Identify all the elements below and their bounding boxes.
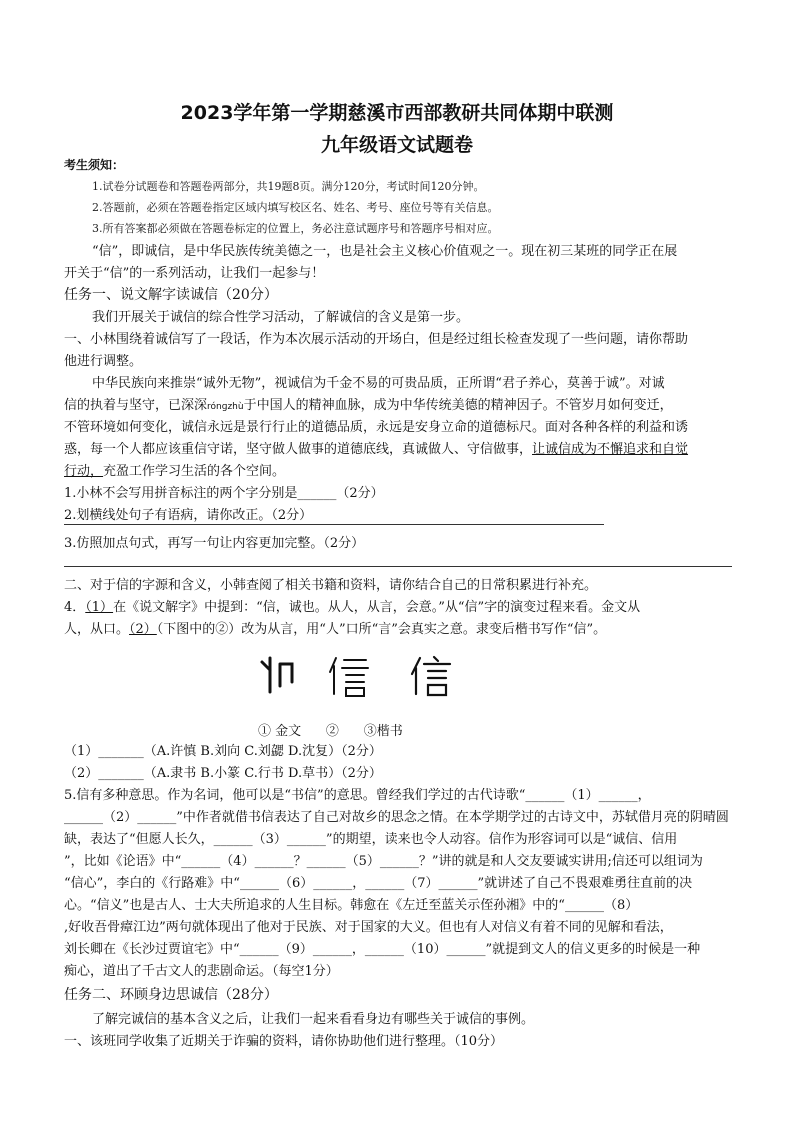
passage-line bbox=[64, 394, 673, 413]
option-line: （2）_______（A.隶书 B.小篆 C.行书 D.草书）（2分） bbox=[64, 766, 382, 781]
sub-question: 1.小林不会写用拼音标注的两个字分别是______（2分） bbox=[64, 486, 384, 501]
passage-text: 于中国人的精神血脉，成为中华传统美德的精神因子。不管岁月如何变迁， bbox=[243, 398, 673, 413]
character-evolution-figure bbox=[258, 652, 458, 700]
q5-line: 缺，表达了“但愿人长久，______（3）______”的期望，读来也令人动容。信作为形容词可以是“诚信、信用 bbox=[64, 832, 678, 847]
notice-item: 3.所有答案都必须做在答题卷标定的位置上，务必注意试题序号和答题序号相对应。 bbox=[92, 222, 499, 235]
answer-line bbox=[64, 524, 604, 525]
question-body: 在《说文解字》中提到：“信，诚也。从人，从言，会意。”从“信”字的演变过程来看。金文从 bbox=[113, 600, 641, 615]
question-text: 二、对于信的字源和含义，小韩查阅了相关书籍和资料，请你结合自己的日常积累进行补充。 bbox=[64, 578, 598, 593]
question-body: （下图中的②）改为从言，用“人”口所“言”会真实之意。隶变后楷书写作“信”。 bbox=[156, 622, 607, 637]
q5-line: ,好收吾骨瘴江边”两句就体现出了他对于民族、对于国家的大义。但也有人对信义有着不同的见解和看法， bbox=[64, 920, 673, 935]
question-text: 一、该班同学收集了近期关于诈骗的资料，请你协助他们进行整理。（10分） bbox=[64, 1034, 504, 1049]
seal-script-glyph bbox=[330, 658, 368, 696]
figure-caption: ① 金文 ② ③楷书 bbox=[258, 724, 403, 739]
task1-title: 任务一、说文解字读诚信（20分） bbox=[64, 287, 278, 303]
regular-script-glyph bbox=[412, 657, 450, 695]
question-text: 他进行调整。 bbox=[64, 354, 143, 369]
q5-line: 心。“信义”也是古人、士大夫所追求的人生目标。韩愈在《左迁至蓝关示侄孙湘》中的“______（8） bbox=[64, 898, 639, 913]
option-line: （1）_______（A.许慎 B.刘向 C.刘勰 D.沈复）（2分） bbox=[64, 744, 382, 759]
q5-line: 痴心，道出了千古文人的悲剧命运。（每空1分） bbox=[64, 964, 339, 979]
intro-line: “信”，即诚信，是中华民族传统美德之一，也是社会主义核心价值观之一。现在初三某班的同学正在展 bbox=[92, 244, 678, 259]
exam-subtitle: 九年级语文试题卷 bbox=[320, 134, 473, 156]
passage-text: 惑，每一个人都应该重信守诺，坚守做人做事的道德底线，真诚做人、守信做事， bbox=[64, 442, 533, 457]
passage-line: 不管环境如何变化，诚信永远是景行行止的道德品质，永远是安身立命的道德标尺。面对各种各样的利益和诱 bbox=[64, 420, 689, 435]
answer-line bbox=[64, 566, 732, 567]
passage-line bbox=[64, 438, 688, 457]
passage-line bbox=[64, 460, 285, 479]
passage-text: 充盈工作学习生活的各个空间。 bbox=[103, 464, 286, 479]
exam-title: 2023学年第一学期慈溪市西部教研共同体期中联测 bbox=[180, 102, 614, 124]
q5-line: ______（2）______”中作者就借书信表达了自己对故乡的思念之情。在本学期学过的古诗文中，苏轼借月亮的阴晴圆 bbox=[64, 810, 729, 825]
blank-2: （2） bbox=[129, 622, 157, 637]
q5-line: 刘长卿在《长沙过贾谊宅》中“______（9）______，______（10）______”就提到文人的信义更多的时候是一种 bbox=[64, 942, 701, 957]
notice-item: 1.试卷分试题卷和答题卷两部分，共19题8页。满分120分，考试时间120分钟。 bbox=[92, 180, 485, 193]
q5-line: ”，比如《论语》中“______（4）______？______（5）______？”讲的就是和人交友要诚实讲用;信还可以组词为 bbox=[64, 854, 703, 869]
sub-question: 3.仿照加点句式，再写一句让内容更加完整。（2分） bbox=[64, 536, 365, 551]
question-text bbox=[64, 596, 640, 615]
intro-line: 开关于“信”的一系列活动，让我们一起参与！ bbox=[64, 266, 325, 281]
underlined-sentence: 行动， bbox=[64, 464, 104, 479]
question-text bbox=[64, 618, 606, 637]
task2-lead: 了解完诚信的基本含义之后，让我们一起来看看身边有哪些关于诚信的事例。 bbox=[92, 1012, 535, 1027]
question-body: 人，从口。 bbox=[64, 622, 130, 637]
question-text: 一、小林围绕着诚信写了一段话，作为本次展示活动的开场白，但是经过组长检查发现了一些问题，请你帮助 bbox=[64, 332, 689, 347]
bronze-script-glyph bbox=[262, 658, 292, 692]
task1-lead: 我们开展关于诚信的综合性学习活动，了解诚信的含义是第一步。 bbox=[92, 310, 470, 325]
pinyin-annotation: rónɡzhù bbox=[207, 402, 244, 412]
question-number: 4． bbox=[64, 600, 86, 615]
blank-1: （1） bbox=[85, 600, 114, 615]
q5-line: 5.信有多种意思。作为名词，他可以是“书信”的意思。曾经我们学过的古代诗歌“______（1）______， bbox=[64, 788, 651, 803]
notice-item: 2.答题前，必须在答题卷指定区域内填写校区名、姓名、考号、座位号等有关信息。 bbox=[92, 201, 499, 214]
underlined-sentence: 让诚信成为不懈追求和自觉 bbox=[532, 442, 689, 457]
notice-heading: 考生须知： bbox=[64, 158, 125, 172]
passage-text: 信的执着与坚守，已深深 bbox=[64, 398, 208, 413]
task2-title: 任务二、环顾身边思诚信（28分） bbox=[64, 987, 278, 1003]
passage-line: 中华民族向来推崇“诚外无物”，视诚信为千金不易的可贵品质，正所谓“君子养心，莫善于诚”。对诚 bbox=[92, 376, 665, 391]
sub-question: 2.划横线处句子有语病，请你改正。（2分） bbox=[64, 508, 313, 523]
q5-line: “信心”，李白的《行路难》中“______（6）______，______（7）______”就讲述了自己不畏艰难勇往直前的决 bbox=[64, 876, 693, 891]
